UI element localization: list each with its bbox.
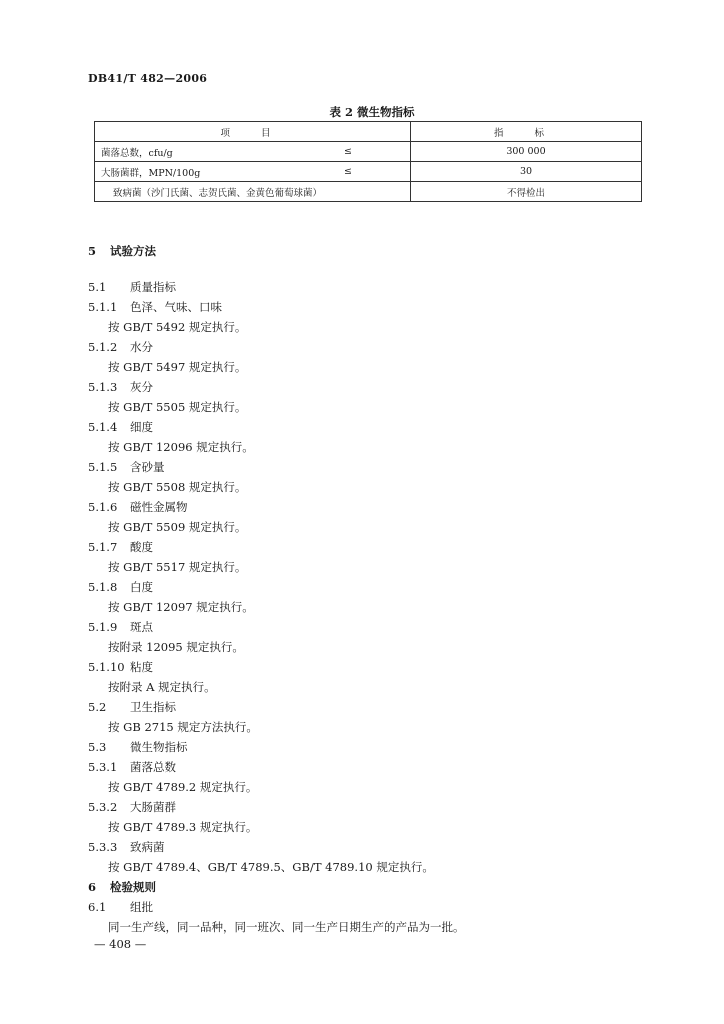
row-operator: ≤ <box>338 142 411 162</box>
section-heading <box>88 619 153 635</box>
table-row <box>95 142 642 162</box>
section-title: 质量指标 <box>130 280 176 294</box>
section-number: 5.1.6 <box>88 500 118 514</box>
section-title: 灰分 <box>130 380 153 394</box>
microbiology-table <box>94 121 642 202</box>
section-text: 按 GB/T 4789.3 规定执行。 <box>108 820 258 834</box>
section-number: 6.1 <box>88 900 107 914</box>
header-item: 项 目 <box>95 122 411 142</box>
section-title: 检验规则 <box>110 880 156 894</box>
section-heading <box>88 899 153 915</box>
section-number: 5.1.2 <box>88 340 118 354</box>
row-operator: ≤ <box>338 162 411 182</box>
section-text: 按 GB 2715 规定方法执行。 <box>108 720 258 734</box>
row-item: 菌落总数，cfu/g <box>95 142 339 162</box>
section-number: 5.2 <box>88 700 107 714</box>
section-text: 按 GB/T 5517 规定执行。 <box>108 560 247 574</box>
section-heading <box>88 243 156 259</box>
section-text: 按 GB/T 4789.2 规定执行。 <box>108 780 258 794</box>
section-text: 按 GB/T 5492 规定执行。 <box>108 320 247 334</box>
row-value: 300 000 <box>411 142 642 162</box>
section-text: 按 GB/T 4789.4、GB/T 4789.5、GB/T 4789.10 规定执行。 <box>108 860 434 874</box>
section-title: 微生物指标 <box>130 740 188 754</box>
section-title: 菌落总数 <box>130 760 176 774</box>
section-heading <box>88 419 153 435</box>
section-title: 水分 <box>130 340 153 354</box>
section-text: 按附录 A 规定执行。 <box>108 680 216 694</box>
section-heading <box>88 659 153 675</box>
section-number: 5.1.7 <box>88 540 118 554</box>
section-title: 白度 <box>130 580 153 594</box>
section-text: 按 GB/T 5505 规定执行。 <box>108 400 247 414</box>
section-title: 色泽、气味、口味 <box>130 300 222 314</box>
row-item: 大肠菌群，MPN/100g <box>95 162 339 182</box>
section-heading <box>88 339 153 355</box>
section-heading <box>88 379 153 395</box>
section-title: 大肠菌群 <box>130 800 176 814</box>
section-number: 5.1.8 <box>88 580 118 594</box>
section-title: 组批 <box>130 900 153 914</box>
section-heading <box>88 539 153 555</box>
section-heading <box>88 699 176 715</box>
section-number: 5.1.1 <box>88 300 118 314</box>
section-number: 5.1 <box>88 280 107 294</box>
section-number: 5 <box>88 244 97 258</box>
section-text: 按 GB/T 12097 规定执行。 <box>108 600 254 614</box>
section-title: 磁性金属物 <box>130 500 188 514</box>
section-heading <box>88 499 188 515</box>
section-heading <box>88 279 176 295</box>
section-number: 5.1.5 <box>88 460 118 474</box>
section-text: 按附录 12095 规定执行。 <box>108 640 244 654</box>
row-operator <box>338 182 411 202</box>
standard-code: DB41/T 482—2006 <box>88 72 208 85</box>
section-heading <box>88 839 165 855</box>
section-text: 按 GB/T 5508 规定执行。 <box>108 480 247 494</box>
section-number: 5.1.4 <box>88 420 118 434</box>
section-number: 5.1.10 <box>88 660 125 674</box>
section-number: 5.3.2 <box>88 800 118 814</box>
section-number: 5.3 <box>88 740 107 754</box>
section-heading <box>88 459 165 475</box>
section-text: 同一生产线，同一品种，同一班次、同一生产日期生产的产品为一批。 <box>108 920 465 934</box>
section-number: 5.1.3 <box>88 380 118 394</box>
section-heading <box>88 799 176 815</box>
section-heading <box>88 759 176 775</box>
page-number: — 408 — <box>94 937 147 951</box>
section-heading <box>88 739 188 755</box>
section-text: 按 GB/T 5497 规定执行。 <box>108 360 247 374</box>
section-title: 斑点 <box>130 620 153 634</box>
section-title: 卫生指标 <box>130 700 176 714</box>
row-value: 不得检出 <box>411 182 642 202</box>
section-number: 5.3.3 <box>88 840 118 854</box>
row-item: 致病菌（沙门氏菌、志贺氏菌、金黄色葡萄球菌） <box>95 182 339 202</box>
table-caption: 表 2 微生物指标 <box>329 105 415 119</box>
section-text: 按 GB/T 5509 规定执行。 <box>108 520 247 534</box>
row-value: 30 <box>411 162 642 182</box>
section-title: 酸度 <box>130 540 153 554</box>
section-text: 按 GB/T 12096 规定执行。 <box>108 440 254 454</box>
section-title: 细度 <box>130 420 153 434</box>
table-header-row <box>95 122 642 142</box>
section-number: 5.3.1 <box>88 760 118 774</box>
section-heading <box>88 879 156 895</box>
section-number: 5.1.9 <box>88 620 118 634</box>
section-title: 粘度 <box>130 660 153 674</box>
section-title: 试验方法 <box>110 244 156 258</box>
section-heading <box>88 579 153 595</box>
section-title: 含砂量 <box>130 460 165 474</box>
section-heading <box>88 299 222 315</box>
header-value: 指 标 <box>411 122 642 142</box>
section-number: 6 <box>88 880 97 894</box>
table-row <box>95 182 642 202</box>
section-title: 致病菌 <box>130 840 165 854</box>
table-row <box>95 162 642 182</box>
